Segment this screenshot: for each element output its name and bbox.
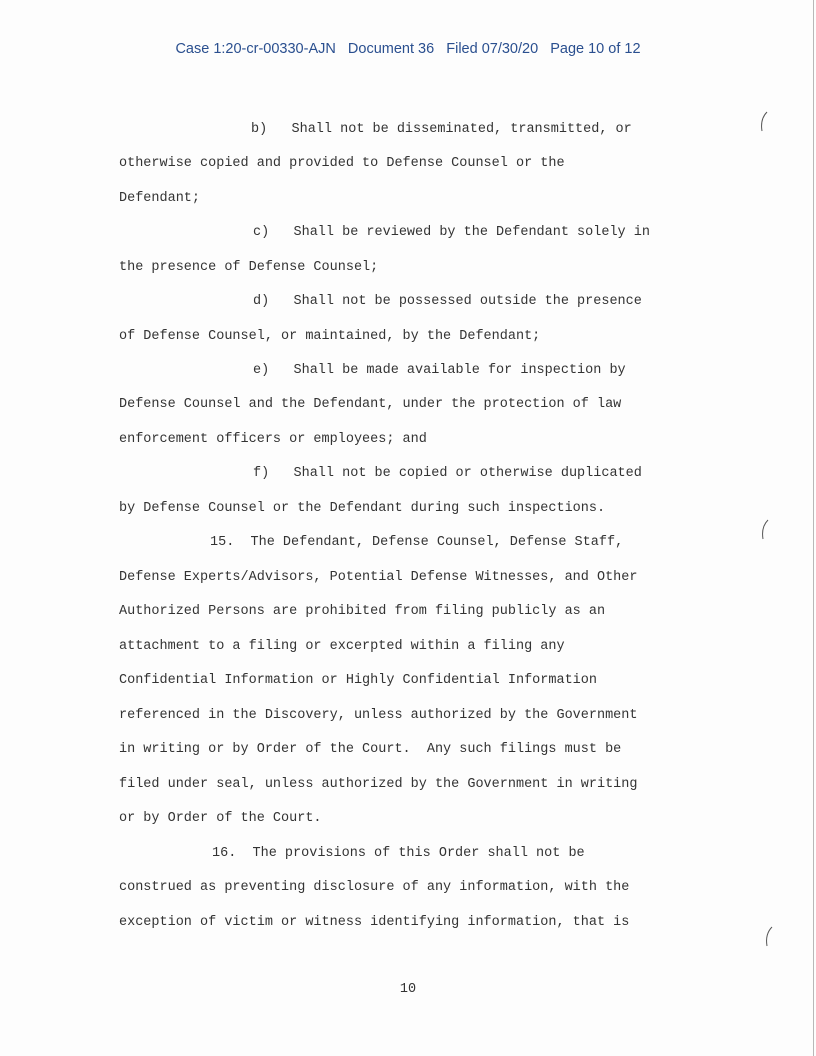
margin-mark-2 bbox=[760, 519, 770, 541]
clause-b-line-3: Defendant; bbox=[119, 191, 201, 206]
clause-e-line-3: enforcement officers or employees; and bbox=[119, 432, 427, 447]
clause-f-line-1: f) Shall not be copied or otherwise duplicated bbox=[253, 466, 642, 481]
paragraph-16-line-1: 16. The provisions of this Order shall not be bbox=[212, 846, 585, 861]
clause-d-line-1: d) Shall not be possessed outside the presence bbox=[253, 294, 642, 309]
clause-b-line-2: otherwise copied and provided to Defense Counsel or the bbox=[119, 156, 565, 171]
margin-mark-1 bbox=[759, 111, 769, 133]
clause-c-line-1: c) Shall be reviewed by the Defendant solely in bbox=[253, 225, 650, 240]
clause-e-line-1: e) Shall be made available for inspection by bbox=[253, 363, 626, 378]
paragraph-15-line-8: filed under seal, unless authorized by the Government in writing bbox=[119, 777, 638, 792]
paragraph-15-line-2: Defense Experts/Advisors, Potential Defense Witnesses, and Other bbox=[119, 570, 638, 585]
paragraph-15-line-5: Confidential Information or Highly Confidential Information bbox=[119, 673, 597, 688]
paragraph-15-line-3: Authorized Persons are prohibited from filing publicly as an bbox=[119, 604, 606, 619]
case-header: Case 1:20-cr-00330-AJN Document 36 Filed 07/30/20 Page 10 of 12 bbox=[175, 41, 641, 57]
margin-mark-3 bbox=[764, 926, 774, 948]
clause-f-line-2: by Defense Counsel or the Defendant during such inspections. bbox=[119, 501, 606, 516]
clause-e-line-2: Defense Counsel and the Defendant, under the protection of law bbox=[119, 397, 622, 412]
clause-c-line-2: the presence of Defense Counsel; bbox=[119, 260, 379, 275]
page-number: 10 bbox=[399, 982, 417, 997]
paragraph-15-line-9: or by Order of the Court. bbox=[119, 811, 322, 826]
paragraph-15-line-4: attachment to a filing or excerpted within a filing any bbox=[119, 639, 565, 654]
clause-b-line-1: b) Shall not be disseminated, transmitted, or bbox=[251, 122, 632, 137]
page-edge-line bbox=[813, 0, 814, 1056]
clause-d-line-2: of Defense Counsel, or maintained, by the Defendant; bbox=[119, 329, 541, 344]
paragraph-16-line-3: exception of victim or witness identifying information, that is bbox=[119, 915, 630, 930]
paragraph-15-line-7: in writing or by Order of the Court. Any such filings must be bbox=[119, 742, 622, 757]
paragraph-15-line-6: referenced in the Discovery, unless authorized by the Government bbox=[119, 708, 638, 723]
paragraph-16-line-2: construed as preventing disclosure of any information, with the bbox=[119, 880, 630, 895]
paragraph-15-line-1: 15. The Defendant, Defense Counsel, Defense Staff, bbox=[210, 535, 624, 550]
